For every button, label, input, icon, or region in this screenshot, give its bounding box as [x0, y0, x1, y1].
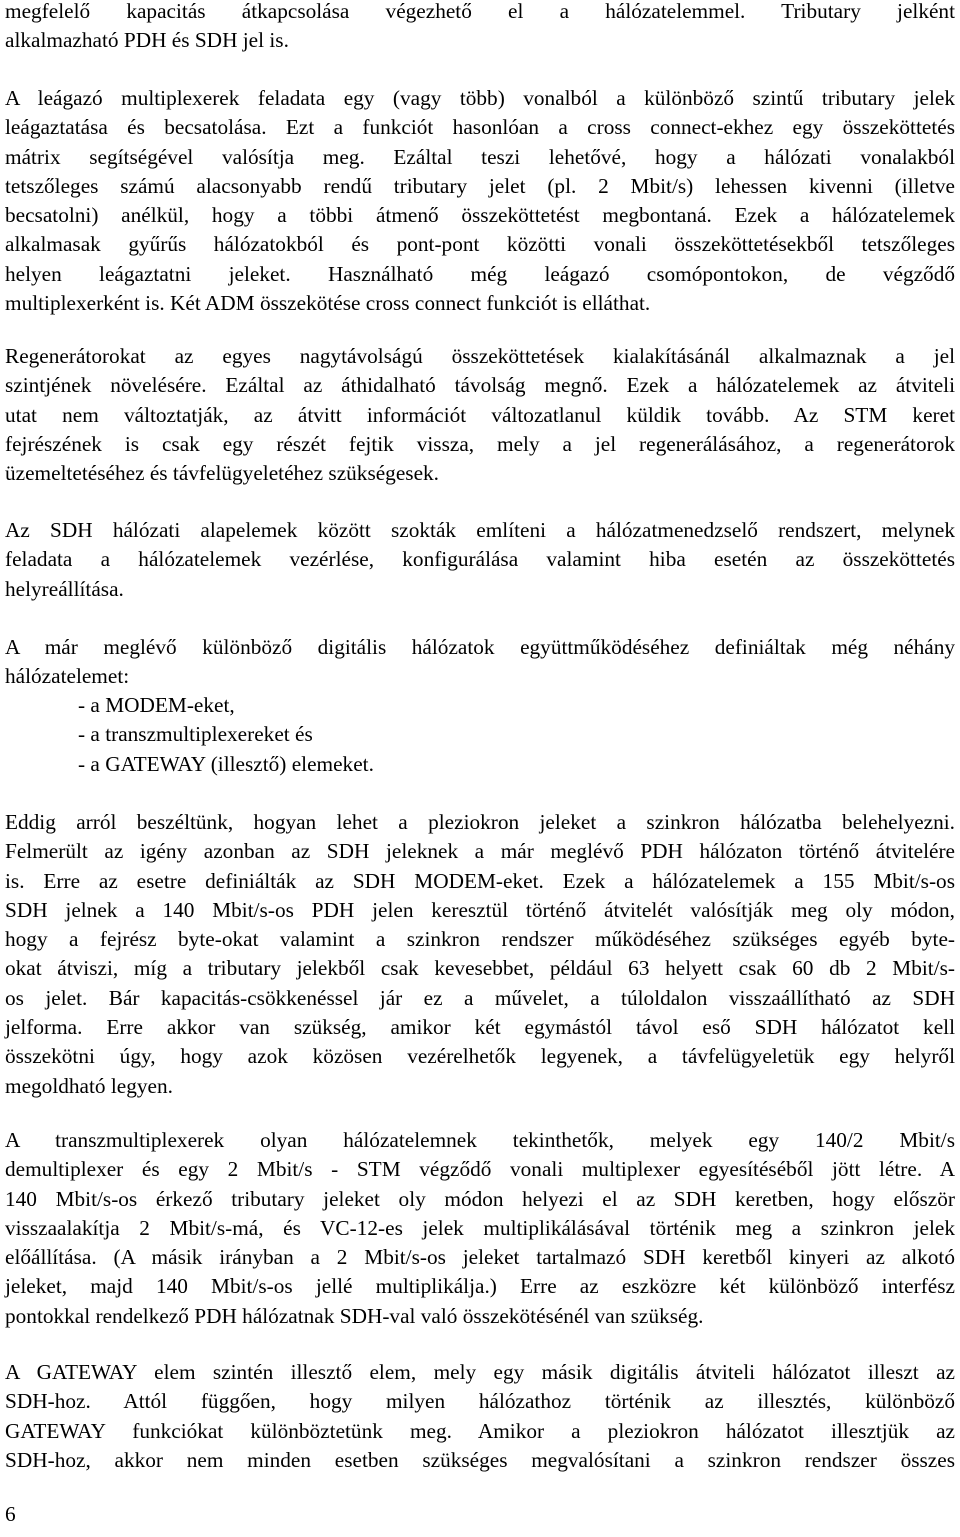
paragraph-add-drop-multiplexer — [5, 84, 955, 318]
text-line: jeleket, majd 140 Mbit/s-os jellé multiplikálja.) Erre az eszközre két különböző interfész — [5, 1274, 955, 1299]
text-line: szintjének növelésére. Ezáltal az áthidalható távolság megnő. Ezek a hálózatelemek az átviteli — [5, 373, 955, 398]
text-line: hálózatelemet: — [5, 664, 130, 689]
text-line: előállítása. (A másik irányban a 2 Mbit/s-os jeleket tartalmazó SDH keretből kinyeri az alkotó — [5, 1245, 955, 1270]
text-line: üzemeltetéséhez és távfelügyeletéhez szükségesek. — [5, 461, 439, 486]
list-item: - a GATEWAY (illesztő) elemeket. — [78, 751, 374, 776]
text-line: multiplexerként is. Két ADM összekötése cross connect funkciót is elláthat. — [5, 291, 651, 316]
text-line: okat átviszi, míg a tributary jelekből csak kevesebbet, például 63 helyett csak 60 db 2 Mbit/s- — [5, 956, 955, 981]
text-line: Felmerült az igény azonban az SDH jeleknek a már meglévő PDH hálózaton történő átvitelére — [5, 839, 955, 864]
text-line: GATEWAY funkciókat különböztetünk meg. Amikor a pleziokron hálózatot illesztjük az — [5, 1418, 955, 1443]
text-line: Regenerátorokat az egyes nagytávolságú összeköttetések kialakításánál alkalmaznak a jel — [5, 344, 955, 368]
list-item: - a transzmultiplexereket és — [78, 722, 313, 747]
text-line: feladata a hálózatelemek vezérlése, konfigurálása valamint hiba esetén az összeköttetés — [5, 547, 955, 572]
text-line: os jelet. Bár kapacitás-csökkenéssel jár ez a művelet, a túloldalon visszaállítható az SDH — [5, 985, 955, 1010]
text-line: tetszőleges számú alacsonyabb rendű tributary jelet (pl. 2 Mbit/s) lehessen kivenni (illetve — [5, 173, 955, 198]
text-line: jelforma. Erre akkor van szükség, amikor két egymástól távol eső SDH hálózatot kell — [5, 1015, 955, 1040]
text-line: visszaalakítja 2 Mbit/s-má, és VC-12-es jelek multiplikálásával történik meg a szinkron jelek — [5, 1215, 955, 1240]
text-line: alkalmazható PDH és SDH jel is. — [5, 28, 289, 53]
text-line: összekötni úgy, hogy azok közösen vezérelhetők legyenek, a távfelügyeletük egy helyről — [5, 1044, 955, 1069]
text-line: megoldható legyen. — [5, 1073, 173, 1098]
list-item: - a MODEM-eket, — [78, 693, 235, 717]
text-line: SDH jelnek a 140 Mbit/s-os PDH jelen keresztül történő átvitelét valósítják meg oly módon, — [5, 897, 955, 922]
paragraph-network-elements-intro — [5, 633, 955, 692]
network-element-list — [78, 691, 374, 779]
text-line: pontokkal rendelkező PDH hálózatnak SDH-val való összekötésénél van szükség. — [5, 1303, 704, 1328]
paragraph-tributary-continuation — [5, 0, 955, 56]
paragraph-transmultiplexer — [5, 1126, 955, 1331]
paragraph-network-management — [5, 516, 955, 604]
text-line: A transzmultiplexerek olyan hálózatelemnek tekinthetők, melyek egy 140/2 Mbit/s — [5, 1128, 955, 1152]
text-line: leágaztatása és becsatolása. Ezt a funkciót hasonlóan a cross connect-ekhez egy összeköttetés — [5, 115, 955, 140]
text-line: fejrészének is csak egy részét fejtik vissza, mely a jel regenerálásához, a regenerátorok — [5, 431, 955, 456]
paragraph-gateway — [5, 1358, 955, 1475]
text-line: alkalmasak gyűrűs hálózatokból és pont-pont közötti vonali összeköttetésekből tetszőleges — [5, 232, 955, 257]
text-line: helyreállítása. — [5, 576, 124, 601]
paragraph-sdh-modem — [5, 808, 955, 1101]
paragraph-regenerators — [5, 342, 955, 488]
text-line: A leágazó multiplexerek feladata egy (vagy több) vonalból a különböző szintű tributary jelek — [5, 86, 955, 110]
text-line: Az SDH hálózati alapelemek között szokták említeni a hálózatmenedzselő rendszert, melynek — [5, 518, 955, 542]
text-line: becsatolni) anélkül, hogy a többi átmenő összeköttetést megbontaná. Ezek a hálózatelemek — [5, 203, 955, 228]
text-line: A GATEWAY elem szintén illesztő elem, mely egy másik digitális átviteli hálózatot illeszt az — [5, 1360, 955, 1384]
text-line: megfelelő kapacitás átkapcsolása végezhető el a hálózatelemmel. Tributary jelként — [5, 0, 955, 23]
text-line: Eddig arról beszéltünk, hogyan lehet a pleziokron jeleket a szinkron hálózatba belehelyezni. — [5, 810, 955, 834]
text-line: is. Erre az esetre definiálták az SDH MODEM-eket. Ezek a hálózatelemek a 155 Mbit/s-os — [5, 868, 955, 893]
text-line: helyen leágaztatni jeleket. Használható még leágazó csomópontokon, de végződő — [5, 261, 955, 286]
text-line: 140 Mbit/s-os érkező tributary jeleket oly módon helyezi el az SDH keretben, hogy először — [5, 1186, 955, 1211]
text-line: SDH-hoz, akkor nem minden esetben szükséges megvalósítani a szinkron rendszer összes — [5, 1447, 955, 1472]
text-line: A már meglévő különböző digitális hálózatok együttműködéséhez definiáltak még néhány — [5, 635, 955, 659]
page-number: 6 — [5, 1502, 16, 1526]
text-line: hogy a fejrész byte-okat valamint a szinkron rendszer működéséhez szükséges egyéb byte- — [5, 927, 955, 952]
text-line: demultiplexer és egy 2 Mbit/s - STM végződő vonali multiplexer egyesítéséből jött létre. A — [5, 1157, 955, 1182]
text-line: mátrix segítségével valósítja meg. Ezáltal teszi lehetővé, hogy a hálózati vonalakból — [5, 144, 955, 169]
text-line: SDH-hoz. Attól függően, hogy milyen hálózathoz történik az illesztés, különböző — [5, 1389, 955, 1414]
text-line: utat nem változtatják, az átvitt információt változatlanul küldik tovább. Az STM keret — [5, 402, 955, 427]
